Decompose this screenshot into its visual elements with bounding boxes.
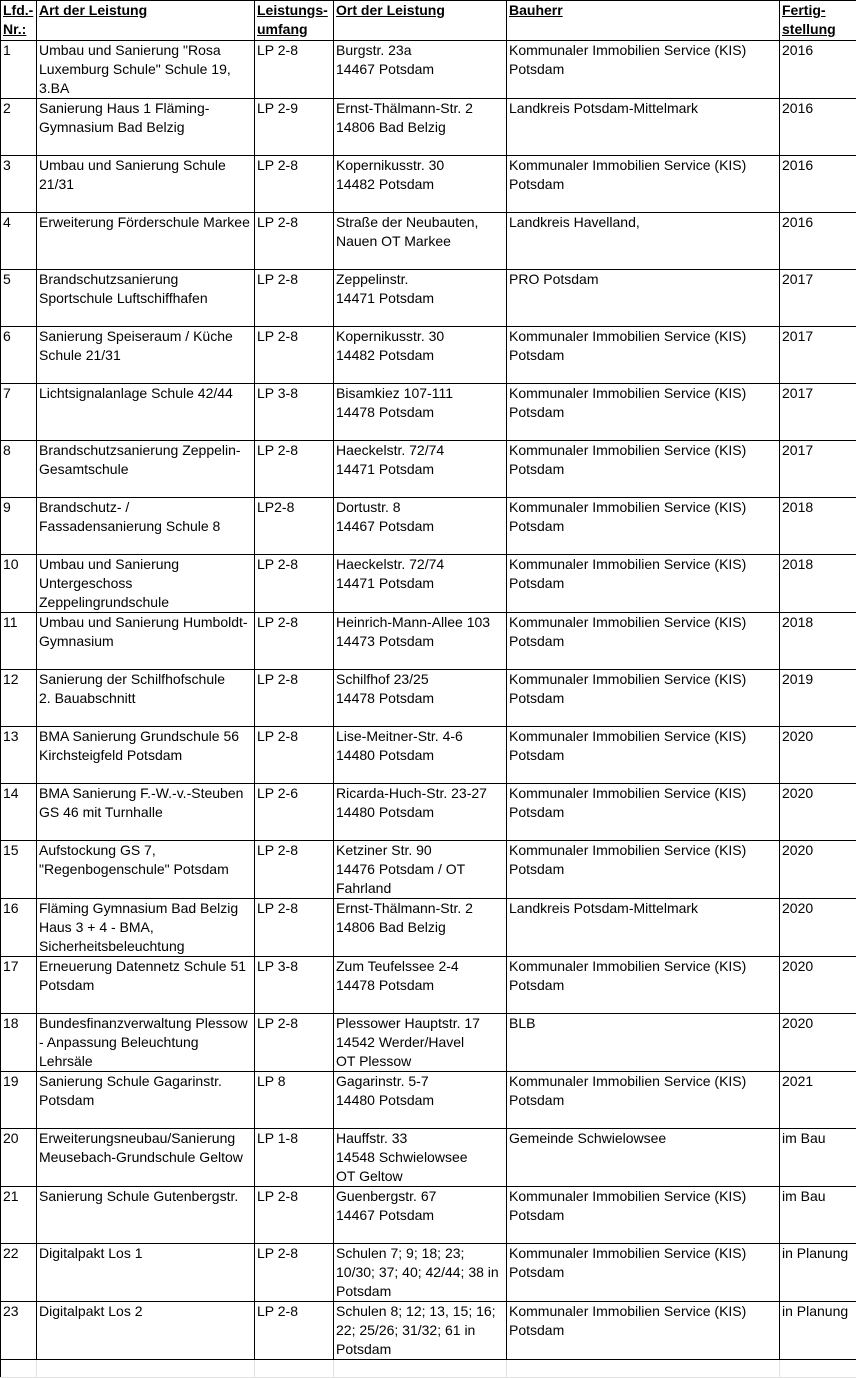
table-row — [1, 270, 856, 327]
cell-nr: 2 — [1, 99, 37, 156]
cell-art: Sanierung Schule Gagarinstr. Potsdam — [37, 1072, 255, 1129]
table-body — [1, 41, 856, 1378]
cell-ort: Dortustr. 8 14467 Potsdam — [334, 498, 507, 555]
cell-fertigstellung: in Planung — [780, 1302, 856, 1360]
cell-fertigstellung: 2018 — [780, 555, 856, 613]
cell-art: Fläming Gymnasium Bad Belzig Haus 3 + 4 - BMA, Sicherheitsbeleuchtung — [37, 899, 255, 957]
cell-nr: 4 — [1, 213, 37, 270]
cell-bauherr: Kommunaler Immobilien Service (KIS) Potsdam — [507, 727, 780, 784]
table-header-row — [1, 1, 856, 41]
cell-art: Sanierung Speiseraum / Küche Schule 21/31 — [37, 327, 255, 384]
cell-bauherr: BLB — [507, 1014, 780, 1072]
cell-umfang: LP 3-8 — [255, 957, 334, 1014]
cell-fertigstellung: 2017 — [780, 270, 856, 327]
cell-ort: Bisamkiez 107-111 14478 Potsdam — [334, 384, 507, 441]
cell-fertigstellung: 2018 — [780, 613, 856, 670]
table-row — [1, 99, 856, 156]
cell-fertigstellung: 2017 — [780, 327, 856, 384]
cell-umfang: LP 2-9 — [255, 99, 334, 156]
cell-nr: 6 — [1, 327, 37, 384]
cell-ort: Kopernikusstr. 30 14482 Potsdam — [334, 156, 507, 213]
cell-art: BMA Sanierung F.-W.-v.-Steuben GS 46 mit Turnhalle — [37, 784, 255, 841]
cell-nr: 5 — [1, 270, 37, 327]
cell-ort: Haeckelstr. 72/74 14471 Potsdam — [334, 441, 507, 498]
cell-bauherr: Kommunaler Immobilien Service (KIS) Potsdam — [507, 1244, 780, 1302]
table-row — [1, 1244, 856, 1302]
cell-fertigstellung: 2020 — [780, 957, 856, 1014]
empty-cell — [37, 1360, 255, 1378]
table-row — [1, 441, 856, 498]
cell-fertigstellung: 2017 — [780, 384, 856, 441]
cell-ort: Guenbergstr. 67 14467 Potsdam — [334, 1187, 507, 1244]
cell-art: Umbau und Sanierung Schule 21/31 — [37, 156, 255, 213]
cell-umfang: LP 2-8 — [255, 1014, 334, 1072]
header-bauherr: Bauherr — [507, 1, 780, 41]
cell-umfang: LP 3-8 — [255, 384, 334, 441]
cell-bauherr: Kommunaler Immobilien Service (KIS) Potsdam — [507, 784, 780, 841]
table-row — [1, 41, 856, 99]
table-row — [1, 841, 856, 899]
cell-nr: 10 — [1, 555, 37, 613]
cell-umfang: LP 8 — [255, 1072, 334, 1129]
cell-art: Brandschutzsanierung Sportschule Luftschiffhafen — [37, 270, 255, 327]
cell-fertigstellung: 2016 — [780, 99, 856, 156]
cell-art: Erweiterungsneubau/Sanierung Meusebach-Grundschule Geltow — [37, 1129, 255, 1187]
cell-fertigstellung: 2020 — [780, 1014, 856, 1072]
cell-nr: 22 — [1, 1244, 37, 1302]
cell-umfang: LP2-8 — [255, 498, 334, 555]
cell-umfang: LP 2-8 — [255, 327, 334, 384]
table-row — [1, 613, 856, 670]
cell-umfang: LP 2-8 — [255, 670, 334, 727]
cell-bauherr: Landkreis Potsdam-Mittelmark — [507, 99, 780, 156]
cell-bauherr: Kommunaler Immobilien Service (KIS) Potsdam — [507, 327, 780, 384]
table-row — [1, 899, 856, 957]
cell-art: Erneuerung Datennetz Schule 51 Potsdam — [37, 957, 255, 1014]
cell-nr: 20 — [1, 1129, 37, 1187]
cell-ort: Zeppelinstr. 14471 Potsdam — [334, 270, 507, 327]
table-row — [1, 498, 856, 555]
cell-umfang: LP 2-8 — [255, 1187, 334, 1244]
cell-ort: Hauffstr. 33 14548 Schwielowsee OT Geltow — [334, 1129, 507, 1187]
table-row — [1, 384, 856, 441]
cell-fertigstellung: 2017 — [780, 441, 856, 498]
cell-ort: Plessower Hauptstr. 17 14542 Werder/Havel OT Plessow — [334, 1014, 507, 1072]
cell-fertigstellung: 2016 — [780, 156, 856, 213]
cell-ort: Ernst-Thälmann-Str. 2 14806 Bad Belzig — [334, 99, 507, 156]
cell-nr: 11 — [1, 613, 37, 670]
cell-nr: 13 — [1, 727, 37, 784]
table-row — [1, 1129, 856, 1187]
cell-nr: 14 — [1, 784, 37, 841]
table-row — [1, 327, 856, 384]
cell-ort: Zum Teufelssee 2-4 14478 Potsdam — [334, 957, 507, 1014]
cell-nr: 16 — [1, 899, 37, 957]
cell-umfang: LP 2-8 — [255, 1302, 334, 1360]
cell-fertigstellung: 2016 — [780, 213, 856, 270]
cell-nr: 17 — [1, 957, 37, 1014]
cell-bauherr: Kommunaler Immobilien Service (KIS) Potsdam — [507, 957, 780, 1014]
cell-ort: Straße der Neubauten, Nauen OT Markee — [334, 213, 507, 270]
cell-art: Umbau und Sanierung "Rosa Luxemburg Schule" Schule 19, 3.BA — [37, 41, 255, 99]
header-nr: Lfd.- Nr.: — [1, 1, 37, 41]
cell-art: Lichtsignalanlage Schule 42/44 — [37, 384, 255, 441]
cell-fertigstellung: in Planung — [780, 1244, 856, 1302]
cell-bauherr: Gemeinde Schwielowsee — [507, 1129, 780, 1187]
cell-art: BMA Sanierung Grundschule 56 Kirchsteigfeld Potsdam — [37, 727, 255, 784]
cell-bauherr: Kommunaler Immobilien Service (KIS) Potsdam — [507, 555, 780, 613]
table-row — [1, 1014, 856, 1072]
cell-ort: Gagarinstr. 5-7 14480 Potsdam — [334, 1072, 507, 1129]
header-fertigstellung: Fertig- stellung — [780, 1, 856, 41]
cell-bauherr: Kommunaler Immobilien Service (KIS) Potsdam — [507, 441, 780, 498]
header-ort: Ort der Leistung — [334, 1, 507, 41]
cell-nr: 1 — [1, 41, 37, 99]
cell-bauherr: Kommunaler Immobilien Service (KIS) Potsdam — [507, 1302, 780, 1360]
cell-ort: Ricarda-Huch-Str. 23-27 14480 Potsdam — [334, 784, 507, 841]
cell-bauherr: Landkreis Potsdam-Mittelmark — [507, 899, 780, 957]
table-row — [1, 1072, 856, 1129]
cell-umfang: LP 2-8 — [255, 270, 334, 327]
table-row — [1, 784, 856, 841]
cell-art: Digitalpakt Los 2 — [37, 1302, 255, 1360]
cell-ort: Ernst-Thälmann-Str. 2 14806 Bad Belzig — [334, 899, 507, 957]
cell-fertigstellung: 2018 — [780, 498, 856, 555]
cell-umfang: LP 2-8 — [255, 441, 334, 498]
cell-bauherr: Landkreis Havelland, — [507, 213, 780, 270]
cell-art: Digitalpakt Los 1 — [37, 1244, 255, 1302]
cell-ort: Lise-Meitner-Str. 4-6 14480 Potsdam — [334, 727, 507, 784]
cell-ort: Burgstr. 23a 14467 Potsdam — [334, 41, 507, 99]
cell-umfang: LP 1-8 — [255, 1129, 334, 1187]
cell-art: Sanierung Haus 1 Fläming-Gymnasium Bad Belzig — [37, 99, 255, 156]
cell-fertigstellung: im Bau — [780, 1129, 856, 1187]
empty-cell — [1, 1360, 37, 1378]
cell-umfang: LP 2-6 — [255, 784, 334, 841]
cell-fertigstellung: im Bau — [780, 1187, 856, 1244]
cell-ort: Kopernikusstr. 30 14482 Potsdam — [334, 327, 507, 384]
cell-fertigstellung: 2016 — [780, 41, 856, 99]
cell-bauherr: Kommunaler Immobilien Service (KIS) Potsdam — [507, 670, 780, 727]
cell-nr: 8 — [1, 441, 37, 498]
cell-art: Bundesfinanzverwaltung Plessow - Anpassung Beleuchtung Lehrsäle — [37, 1014, 255, 1072]
empty-cell — [255, 1360, 334, 1378]
table-row — [1, 156, 856, 213]
cell-bauherr: Kommunaler Immobilien Service (KIS) Potsdam — [507, 156, 780, 213]
header-art: Art der Leistung — [37, 1, 255, 41]
cell-nr: 21 — [1, 1187, 37, 1244]
cell-art: Sanierung der Schilfhofschule 2. Bauabschnitt — [37, 670, 255, 727]
cell-umfang: LP 2-8 — [255, 555, 334, 613]
cell-ort: Heinrich-Mann-Allee 103 14473 Potsdam — [334, 613, 507, 670]
cell-bauherr: Kommunaler Immobilien Service (KIS) Potsdam — [507, 1187, 780, 1244]
empty-cell — [334, 1360, 507, 1378]
table-row — [1, 1302, 856, 1360]
cell-nr: 7 — [1, 384, 37, 441]
cell-nr: 12 — [1, 670, 37, 727]
cell-art: Brandschutz- / Fassadensanierung Schule 8 — [37, 498, 255, 555]
cell-umfang: LP 2-8 — [255, 727, 334, 784]
table-row — [1, 670, 856, 727]
cell-umfang: LP 2-8 — [255, 213, 334, 270]
cell-art: Aufstockung GS 7, "Regenbogenschule" Potsdam — [37, 841, 255, 899]
cell-bauherr: Kommunaler Immobilien Service (KIS) Potsdam — [507, 498, 780, 555]
cell-ort: Haeckelstr. 72/74 14471 Potsdam — [334, 555, 507, 613]
table-row — [1, 727, 856, 784]
cell-nr: 3 — [1, 156, 37, 213]
cell-fertigstellung: 2019 — [780, 670, 856, 727]
cell-umfang: LP 2-8 — [255, 841, 334, 899]
cell-bauherr: PRO Potsdam — [507, 270, 780, 327]
cell-fertigstellung: 2021 — [780, 1072, 856, 1129]
cell-ort: Schulen 8; 12; 13, 15; 16; 22; 25/26; 31/32; 61 in Potsdam — [334, 1302, 507, 1360]
cell-bauherr: Kommunaler Immobilien Service (KIS) Potsdam — [507, 1072, 780, 1129]
cell-bauherr: Kommunaler Immobilien Service (KIS) Potsdam — [507, 384, 780, 441]
cell-fertigstellung: 2020 — [780, 784, 856, 841]
cell-art: Erweiterung Förderschule Markee — [37, 213, 255, 270]
empty-cell — [780, 1360, 856, 1378]
table-row — [1, 957, 856, 1014]
table-row — [1, 1187, 856, 1244]
cell-nr: 15 — [1, 841, 37, 899]
cell-umfang: LP 2-8 — [255, 41, 334, 99]
cell-umfang: LP 2-8 — [255, 899, 334, 957]
table-row — [1, 555, 856, 613]
table-row — [1, 213, 856, 270]
cell-bauherr: Kommunaler Immobilien Service (KIS) Potsdam — [507, 41, 780, 99]
cell-ort: Ketziner Str. 90 14476 Potsdam / OT Fahrland — [334, 841, 507, 899]
cell-art: Brandschutzsanierung Zeppelin-Gesamtschule — [37, 441, 255, 498]
cell-umfang: LP 2-8 — [255, 156, 334, 213]
empty-row — [1, 1360, 856, 1378]
empty-cell — [507, 1360, 780, 1378]
cell-nr: 23 — [1, 1302, 37, 1360]
cell-art: Umbau und Sanierung Humboldt-Gymnasium — [37, 613, 255, 670]
cell-art: Sanierung Schule Gutenbergstr. — [37, 1187, 255, 1244]
cell-ort: Schilfhof 23/25 14478 Potsdam — [334, 670, 507, 727]
cell-bauherr: Kommunaler Immobilien Service (KIS) Potsdam — [507, 613, 780, 670]
cell-nr: 19 — [1, 1072, 37, 1129]
cell-fertigstellung: 2020 — [780, 841, 856, 899]
header-umfang: Leistungs- umfang — [255, 1, 334, 41]
cell-bauherr: Kommunaler Immobilien Service (KIS) Potsdam — [507, 841, 780, 899]
cell-fertigstellung: 2020 — [780, 899, 856, 957]
cell-umfang: LP 2-8 — [255, 613, 334, 670]
cell-nr: 9 — [1, 498, 37, 555]
cell-umfang: LP 2-8 — [255, 1244, 334, 1302]
cell-fertigstellung: 2020 — [780, 727, 856, 784]
cell-nr: 18 — [1, 1014, 37, 1072]
cell-ort: Schulen 7; 9; 18; 23; 10/30; 37; 40; 42/44; 38 in Potsdam — [334, 1244, 507, 1302]
cell-art: Umbau und Sanierung Untergeschoss Zeppelingrundschule — [37, 555, 255, 613]
